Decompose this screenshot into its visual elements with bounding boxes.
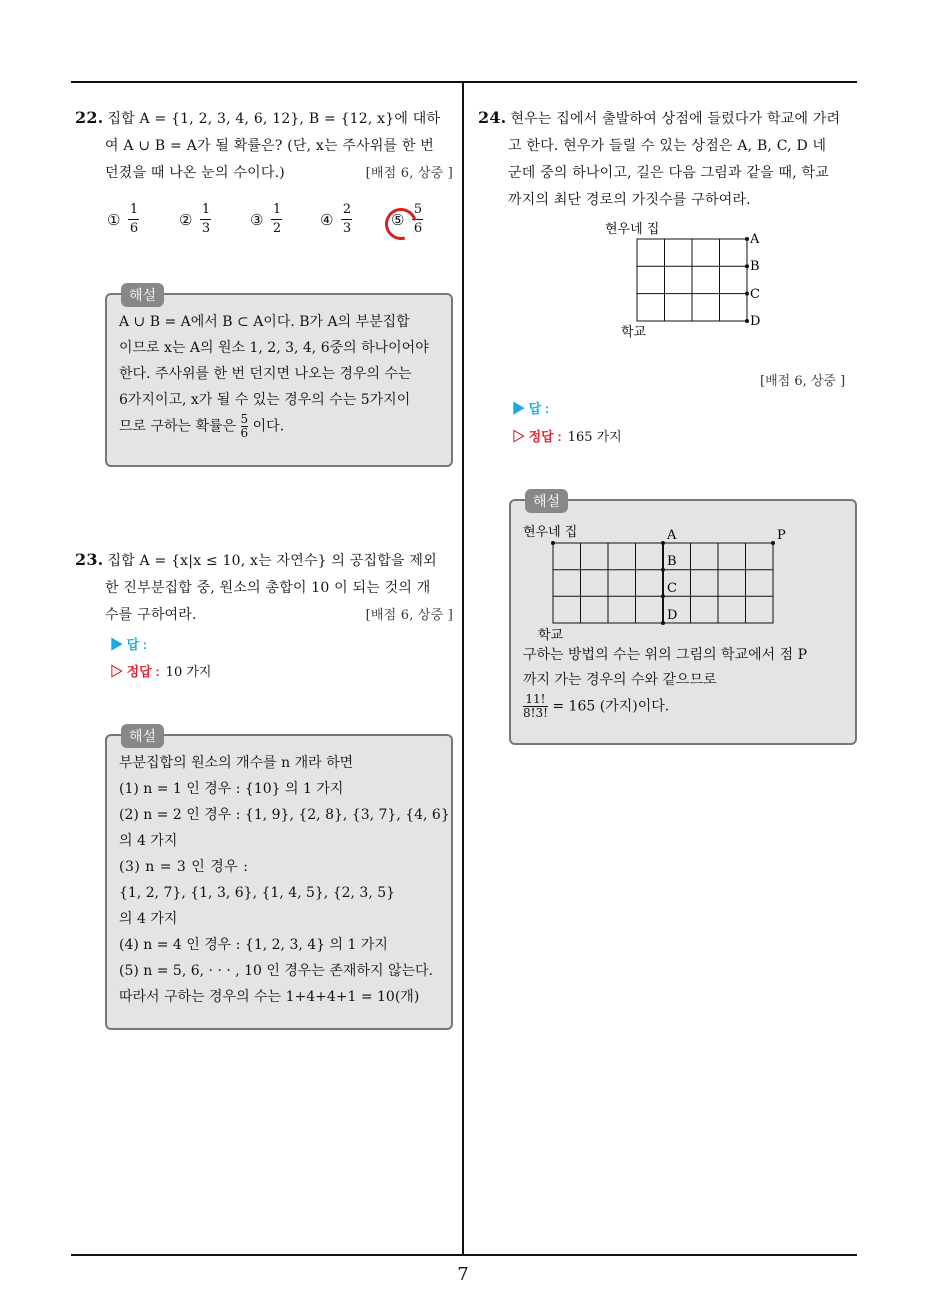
figure-school-label: 학교 <box>538 628 564 643</box>
explanation-line: A ∪ B = A에서 B ⊂ A이다. B가 A의 부분집합 <box>119 314 410 330</box>
store-label-a: A <box>667 528 677 543</box>
question-number: 24. <box>478 108 507 127</box>
explanation-line: (3) n = 3 인 경우 : <box>119 859 249 875</box>
explanation-line: 이므로 x는 A의 원소 1, 2, 3, 4, 6중의 하나이어야 <box>119 340 429 356</box>
point-label-p: P <box>777 528 786 543</box>
question-text-line: 던졌을 때 나온 눈의 수이다.) <box>105 165 285 181</box>
explanation-tab: 해설 <box>121 724 164 748</box>
explanation-line: (4) n = 4 인 경우 : {1, 2, 3, 4} 의 1 가지 <box>119 937 388 953</box>
question-text-line: 여 A ∪ B = A가 될 확률은? (단, x는 주사위를 한 번 <box>105 138 435 154</box>
bottom-rule <box>71 1254 857 1256</box>
question-text-line: 현우는 집에서 출발하여 상점에 들렀다가 학교에 가려 <box>510 111 841 127</box>
fraction: $\frac{5}{6}$ <box>240 412 249 440</box>
fraction: $\frac{1}{2}$ <box>272 202 282 236</box>
choice-number: ④ <box>320 210 334 229</box>
explanation-line: 부분집합의 원소의 개수를 n 개라 하면 <box>119 755 354 771</box>
question-text-line: 집합 A = {1, 2, 3, 4, 6, 12}, B = {12, x}에 대하 <box>107 111 441 127</box>
fraction: $\frac{1}{3}$ <box>201 202 211 236</box>
store-label-d: D <box>667 608 678 623</box>
figure-home-label: 현우네 집 <box>605 222 660 237</box>
fraction: $\frac{11!}{8!3!}$ <box>523 692 548 720</box>
column-divider <box>462 82 464 1254</box>
explanation-line: 한다. 주사위를 한 번 던지면 나오는 경우의 수는 <box>119 366 412 382</box>
explanation-line: (2) n = 2 인 경우 : {1, 9}, {2, 8}, {3, 7}, {4, 6} <box>119 807 450 823</box>
correct-answer: ▷ 정답 : 165 가지 <box>512 429 622 445</box>
choice-number: ① <box>107 210 121 229</box>
choice-number: ③ <box>250 210 264 229</box>
explanation-line: 6가지이고, x가 될 수 있는 경우의 수는 5가지이 <box>119 392 411 408</box>
fraction: $\frac{1}{6}$ <box>129 202 139 236</box>
explanation-line: $\frac{11!}{8!3!}$ = 165 (가지)이다. <box>523 692 670 720</box>
figure-school-label: 학교 <box>621 325 647 340</box>
explanation-line: 구하는 방법의 수는 위의 그림의 학교에서 점 P <box>523 647 808 663</box>
fraction: $\frac{2}{3}$ <box>342 202 352 236</box>
explanation-line: {1, 2, 7}, {1, 3, 6}, {1, 4, 5}, {2, 3, 5} <box>119 885 396 901</box>
question-number: 23. <box>75 550 104 569</box>
page-number: 7 <box>457 1264 469 1285</box>
choice-1[interactable] <box>107 202 139 237</box>
explanation-tab: 해설 <box>121 283 164 307</box>
choice-2[interactable] <box>179 202 211 237</box>
explanation-box-24 <box>509 493 857 745</box>
store-label-b: B <box>667 554 677 569</box>
explanation-box-22 <box>105 287 453 467</box>
choice-number: ⑤ <box>391 210 405 229</box>
question-22 <box>75 104 453 187</box>
explanation-tab: 해설 <box>525 489 568 513</box>
question-23 <box>75 546 453 629</box>
explanation-route-figure <box>521 521 821 646</box>
answer-label: ▶ 답 : <box>110 637 148 652</box>
question-text-line: 수를 구하여라. <box>105 607 197 623</box>
choice-3[interactable] <box>250 202 282 237</box>
answer-label: ▶ 답 : <box>512 401 550 416</box>
points-label: [배점 6, 상중 ] <box>365 166 453 181</box>
explanation-line: (1) n = 1 인 경우 : {10} 의 1 가지 <box>119 781 344 797</box>
explanation-line: 므로 구하는 확률은 $\frac{5}{6}$ 이다. <box>119 412 285 440</box>
store-label-b: B <box>750 259 760 274</box>
points-label: [배점 6, 상중 ] <box>760 374 846 389</box>
answer-choices <box>107 202 447 242</box>
store-label-d: D <box>750 314 761 329</box>
store-label-c: C <box>750 287 760 302</box>
points-label: [배점 6, 상중 ] <box>365 608 453 623</box>
explanation-line: 따라서 구하는 경우의 수는 1+4+4+1 = 10(개) <box>119 989 420 1005</box>
choice-number: ② <box>179 210 193 229</box>
question-text-line: 한 진부분집합 중, 원소의 총합이 10 이 되는 것의 개 <box>105 580 431 596</box>
question-text-line: 고 한다. 현우가 들릴 수 있는 상점은 A, B, C, D 네 <box>508 138 827 154</box>
question-number: 22. <box>75 108 104 127</box>
explanation-line: 의 4 가지 <box>119 833 178 849</box>
store-label-a: A <box>750 232 760 247</box>
explanation-box-23 <box>105 728 453 1030</box>
choice-4[interactable] <box>320 202 352 237</box>
explanation-line: 까지 가는 경우의 수와 같으므로 <box>523 672 717 688</box>
question-24 <box>478 104 858 214</box>
store-label-c: C <box>667 581 677 596</box>
explanation-line: 의 4 가지 <box>119 911 178 927</box>
question-text-line: 군데 중의 하나이고, 길은 다음 그림과 같을 때, 학교 <box>508 165 829 181</box>
choice-5-selected[interactable] <box>391 202 423 237</box>
question-text-line: 까지의 최단 경로의 가짓수를 구하여라. <box>508 192 751 208</box>
question-text-line: 집합 A = {x|x ≤ 10, x는 자연수} 의 공집합을 제외 <box>107 553 437 569</box>
explanation-line: (5) n = 5, 6, · · · , 10 인 경우는 존재하지 않는다. <box>119 963 433 979</box>
figure-home-label: 현우네 집 <box>523 525 578 540</box>
fraction: $\frac{5}{6}$ <box>413 202 423 236</box>
top-rule <box>71 81 857 83</box>
correct-answer: ▷ 정답 : 10 가지 <box>110 664 212 680</box>
route-grid-figure <box>600 218 780 343</box>
